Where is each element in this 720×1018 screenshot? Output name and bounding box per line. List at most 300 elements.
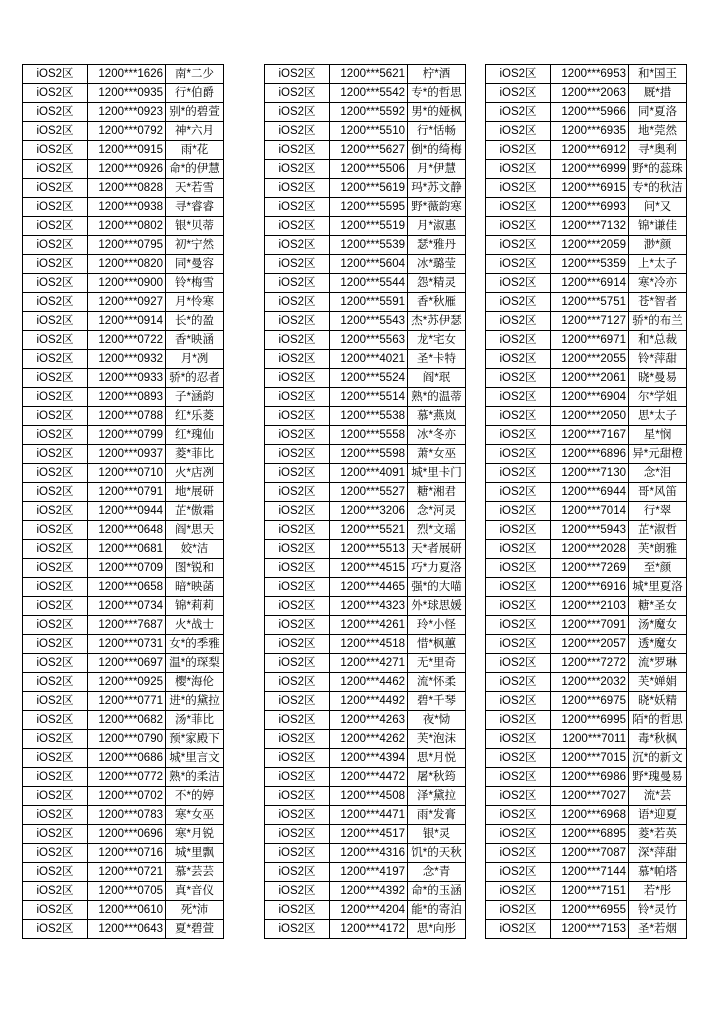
account-cell: 1200***0710 — [88, 464, 166, 483]
region-cell: iOS2区 — [265, 293, 330, 312]
account-cell: 1200***2057 — [551, 635, 629, 654]
name-cell: 寻*奥利 — [629, 141, 687, 160]
region-cell: iOS2区 — [265, 502, 330, 521]
name-cell: 阎*思天 — [166, 521, 224, 540]
table-row — [23, 768, 224, 787]
region-cell: iOS2区 — [265, 236, 330, 255]
account-cell: 1200***5619 — [330, 179, 408, 198]
table-row — [23, 559, 224, 578]
account-cell: 1200***5527 — [330, 483, 408, 502]
account-cell: 1200***5751 — [551, 293, 629, 312]
region-cell: iOS2区 — [486, 597, 551, 616]
account-cell: 1200***5521 — [330, 521, 408, 540]
name-cell: 专*的哲思 — [408, 84, 466, 103]
account-cell: 1200***0915 — [88, 141, 166, 160]
name-cell: 野*瑰曼易 — [629, 768, 687, 787]
name-cell: 天*若雪 — [166, 179, 224, 198]
table-row — [265, 350, 466, 369]
account-cell: 1200***0705 — [88, 882, 166, 901]
name-cell: 月*怜寒 — [166, 293, 224, 312]
account-cell: 1200***0927 — [88, 293, 166, 312]
region-cell: iOS2区 — [23, 768, 88, 787]
table-row — [265, 255, 466, 274]
region-cell: iOS2区 — [486, 65, 551, 84]
account-cell: 1200***0771 — [88, 692, 166, 711]
region-cell: iOS2区 — [486, 692, 551, 711]
account-cell: 1200***2061 — [551, 369, 629, 388]
region-cell: iOS2区 — [486, 920, 551, 939]
region-cell: iOS2区 — [265, 597, 330, 616]
region-cell: iOS2区 — [265, 445, 330, 464]
region-cell: iOS2区 — [486, 141, 551, 160]
name-cell: 饥*的天秋 — [408, 844, 466, 863]
account-cell: 1200***5966 — [551, 103, 629, 122]
account-cell: 1200***6944 — [551, 483, 629, 502]
region-cell: iOS2区 — [23, 160, 88, 179]
account-cell: 1200***0914 — [88, 312, 166, 331]
region-cell: iOS2区 — [486, 255, 551, 274]
region-cell: iOS2区 — [265, 920, 330, 939]
name-cell: 异*元甜橙 — [629, 445, 687, 464]
region-cell: iOS2区 — [23, 236, 88, 255]
account-cell: 1200***6999 — [551, 160, 629, 179]
name-cell: 图*锐和 — [166, 559, 224, 578]
table-row — [23, 160, 224, 179]
table-row — [265, 160, 466, 179]
table-row — [265, 749, 466, 768]
name-cell: 南*二少 — [166, 65, 224, 84]
account-cell: 1200***4021 — [330, 350, 408, 369]
table-row — [23, 426, 224, 445]
account-cell: 1200***0792 — [88, 122, 166, 141]
name-cell: 锦*谦佳 — [629, 217, 687, 236]
region-cell: iOS2区 — [23, 749, 88, 768]
region-cell: iOS2区 — [23, 540, 88, 559]
account-cell: 1200***6968 — [551, 806, 629, 825]
name-cell: 城*里飘 — [166, 844, 224, 863]
name-cell: 红*瑰仙 — [166, 426, 224, 445]
name-cell: 银*贝蒂 — [166, 217, 224, 236]
region-cell: iOS2区 — [486, 312, 551, 331]
region-cell: iOS2区 — [23, 901, 88, 920]
region-cell: iOS2区 — [486, 749, 551, 768]
account-cell: 1200***0610 — [88, 901, 166, 920]
table-row — [486, 331, 687, 350]
region-cell: iOS2区 — [486, 236, 551, 255]
name-cell: 陌*的哲思 — [629, 711, 687, 730]
account-cell: 1200***4492 — [330, 692, 408, 711]
name-cell: 行*恬畅 — [408, 122, 466, 141]
name-cell: 铃*萍甜 — [629, 350, 687, 369]
name-cell: 菱*菲比 — [166, 445, 224, 464]
account-cell: 1200***5595 — [330, 198, 408, 217]
region-cell: iOS2区 — [486, 84, 551, 103]
region-cell: iOS2区 — [265, 141, 330, 160]
region-cell: iOS2区 — [23, 597, 88, 616]
table-row — [486, 464, 687, 483]
account-cell: 1200***0791 — [88, 483, 166, 502]
account-cell: 1200***0790 — [88, 730, 166, 749]
account-cell: 1200***2055 — [551, 350, 629, 369]
account-cell: 1200***7272 — [551, 654, 629, 673]
table-row — [486, 160, 687, 179]
account-cell: 1200***0935 — [88, 84, 166, 103]
table-row — [265, 635, 466, 654]
table-row — [486, 749, 687, 768]
account-cell: 1200***0696 — [88, 825, 166, 844]
account-cell: 1200***6895 — [551, 825, 629, 844]
region-cell: iOS2区 — [265, 198, 330, 217]
account-cell: 1200***4271 — [330, 654, 408, 673]
table-row — [265, 103, 466, 122]
account-cell: 1200***4316 — [330, 844, 408, 863]
account-cell: 1200***5943 — [551, 521, 629, 540]
table-row — [265, 198, 466, 217]
table-row — [23, 331, 224, 350]
account-cell: 1200***7167 — [551, 426, 629, 445]
name-cell: 熟*的温蒂 — [408, 388, 466, 407]
account-cell: 1200***0938 — [88, 198, 166, 217]
table-row — [486, 483, 687, 502]
name-cell: 冰*冬亦 — [408, 426, 466, 445]
name-cell: 月*淑惠 — [408, 217, 466, 236]
account-cell: 1200***0658 — [88, 578, 166, 597]
account-cell: 1200***0697 — [88, 654, 166, 673]
name-cell: 晓*曼易 — [629, 369, 687, 388]
name-cell: 语*迎夏 — [629, 806, 687, 825]
winner-table-1 — [22, 64, 224, 939]
region-cell: iOS2区 — [486, 806, 551, 825]
table-row — [265, 711, 466, 730]
table-row — [23, 65, 224, 84]
account-cell: 1200***4515 — [330, 559, 408, 578]
name-cell: 圣*卡特 — [408, 350, 466, 369]
region-cell: iOS2区 — [23, 502, 88, 521]
name-cell: 流*罗琳 — [629, 654, 687, 673]
table-row — [23, 483, 224, 502]
region-cell: iOS2区 — [265, 768, 330, 787]
account-cell: 1200***6993 — [551, 198, 629, 217]
name-cell: 玛*苏文静 — [408, 179, 466, 198]
winner-table-2 — [264, 64, 466, 939]
table-row — [265, 578, 466, 597]
table-row — [486, 388, 687, 407]
table-row — [265, 445, 466, 464]
table-row — [486, 616, 687, 635]
name-cell: 哥*风笛 — [629, 483, 687, 502]
name-cell: 无*里奇 — [408, 654, 466, 673]
region-cell: iOS2区 — [486, 578, 551, 597]
table-row — [23, 901, 224, 920]
account-cell: 1200***4392 — [330, 882, 408, 901]
table-row — [23, 293, 224, 312]
account-cell: 1200***5598 — [330, 445, 408, 464]
winner-table-3 — [485, 64, 687, 939]
account-cell: 1200***4204 — [330, 901, 408, 920]
table-row — [23, 654, 224, 673]
account-cell: 1200***2063 — [551, 84, 629, 103]
name-cell: 糖*圣女 — [629, 597, 687, 616]
account-cell: 1200***7269 — [551, 559, 629, 578]
region-cell: iOS2区 — [486, 521, 551, 540]
name-cell: 苍*智者 — [629, 293, 687, 312]
region-cell: iOS2区 — [23, 711, 88, 730]
region-cell: iOS2区 — [23, 673, 88, 692]
account-cell: 1200***4197 — [330, 863, 408, 882]
region-cell: iOS2区 — [486, 654, 551, 673]
name-cell: 子*涵韵 — [166, 388, 224, 407]
account-cell: 1200***0788 — [88, 407, 166, 426]
account-cell: 1200***4465 — [330, 578, 408, 597]
name-cell: 香*映涵 — [166, 331, 224, 350]
name-cell: 野*的蕊珠 — [629, 160, 687, 179]
name-cell: 杰*苏伊瑟 — [408, 312, 466, 331]
table-row — [486, 635, 687, 654]
account-cell: 1200***4472 — [330, 768, 408, 787]
table-row — [486, 445, 687, 464]
account-cell: 1200***1626 — [88, 65, 166, 84]
region-cell: iOS2区 — [486, 369, 551, 388]
region-cell: iOS2区 — [486, 882, 551, 901]
region-cell: iOS2区 — [23, 312, 88, 331]
table-row — [23, 84, 224, 103]
account-cell: 1200***4462 — [330, 673, 408, 692]
name-cell: 慕*燕岚 — [408, 407, 466, 426]
table-row — [486, 825, 687, 844]
table-row — [265, 293, 466, 312]
account-cell: 1200***5591 — [330, 293, 408, 312]
name-cell: 巧*力夏洛 — [408, 559, 466, 578]
account-cell: 1200***4517 — [330, 825, 408, 844]
table-row — [23, 863, 224, 882]
region-cell: iOS2区 — [23, 426, 88, 445]
account-cell: 1200***6955 — [551, 901, 629, 920]
table-row — [265, 426, 466, 445]
region-cell: iOS2区 — [265, 388, 330, 407]
region-cell: iOS2区 — [486, 426, 551, 445]
account-cell: 1200***0932 — [88, 350, 166, 369]
account-cell: 1200***5514 — [330, 388, 408, 407]
account-cell: 1200***2028 — [551, 540, 629, 559]
name-cell: 行*翠 — [629, 502, 687, 521]
region-cell: iOS2区 — [23, 787, 88, 806]
name-cell: 流*怀柔 — [408, 673, 466, 692]
name-cell: 流*芸 — [629, 787, 687, 806]
table-row — [265, 521, 466, 540]
table-row — [486, 844, 687, 863]
name-cell: 寒*冷亦 — [629, 274, 687, 293]
account-cell: 1200***2103 — [551, 597, 629, 616]
name-cell: 龙*宅女 — [408, 331, 466, 350]
account-cell: 1200***6915 — [551, 179, 629, 198]
region-cell: iOS2区 — [486, 863, 551, 882]
table-row — [486, 217, 687, 236]
table-row — [486, 673, 687, 692]
region-cell: iOS2区 — [23, 578, 88, 597]
name-cell: 碧*千琴 — [408, 692, 466, 711]
account-cell: 1200***6914 — [551, 274, 629, 293]
account-cell: 1200***4394 — [330, 749, 408, 768]
name-cell: 寒*女巫 — [166, 806, 224, 825]
account-cell: 1200***2032 — [551, 673, 629, 692]
table-row — [23, 616, 224, 635]
region-cell: iOS2区 — [486, 350, 551, 369]
name-cell: 萧*女巫 — [408, 445, 466, 464]
region-cell: iOS2区 — [486, 483, 551, 502]
name-cell: 月*冽 — [166, 350, 224, 369]
region-cell: iOS2区 — [486, 293, 551, 312]
name-cell: 惜*枫蕙 — [408, 635, 466, 654]
name-cell: 红*乐菱 — [166, 407, 224, 426]
table-row — [23, 711, 224, 730]
account-cell: 1200***0944 — [88, 502, 166, 521]
region-cell: iOS2区 — [265, 635, 330, 654]
table-row — [23, 635, 224, 654]
account-cell: 1200***6975 — [551, 692, 629, 711]
name-cell: 芷*淑哲 — [629, 521, 687, 540]
region-cell: iOS2区 — [265, 787, 330, 806]
name-cell: 初*宁然 — [166, 236, 224, 255]
account-cell: 1200***0722 — [88, 331, 166, 350]
account-cell: 1200***0820 — [88, 255, 166, 274]
region-cell: iOS2区 — [23, 521, 88, 540]
name-cell: 城*里夏洛 — [629, 578, 687, 597]
account-cell: 1200***7087 — [551, 844, 629, 863]
account-cell: 1200***6995 — [551, 711, 629, 730]
region-cell: iOS2区 — [486, 160, 551, 179]
name-cell: 阎*珉 — [408, 369, 466, 388]
region-cell: iOS2区 — [265, 103, 330, 122]
region-cell: iOS2区 — [486, 559, 551, 578]
table-row — [265, 464, 466, 483]
table-row — [265, 597, 466, 616]
account-cell: 1200***5359 — [551, 255, 629, 274]
name-cell: 同*曼容 — [166, 255, 224, 274]
region-cell: iOS2区 — [23, 806, 88, 825]
name-cell: 神*六月 — [166, 122, 224, 141]
region-cell: iOS2区 — [23, 825, 88, 844]
account-cell: 1200***5592 — [330, 103, 408, 122]
table-row — [265, 84, 466, 103]
name-cell: 铃*梅雪 — [166, 274, 224, 293]
table-row — [23, 673, 224, 692]
name-cell: 暗*映菡 — [166, 578, 224, 597]
region-cell: iOS2区 — [486, 217, 551, 236]
name-cell: 同*夏洛 — [629, 103, 687, 122]
region-cell: iOS2区 — [23, 274, 88, 293]
region-cell: iOS2区 — [23, 654, 88, 673]
table-row — [486, 787, 687, 806]
table-row — [265, 312, 466, 331]
table-row — [265, 901, 466, 920]
name-cell: 天*者展研 — [408, 540, 466, 559]
name-cell: 铃*灵竹 — [629, 901, 687, 920]
name-cell: 真*音仪 — [166, 882, 224, 901]
account-cell: 1200***5538 — [330, 407, 408, 426]
name-cell: 命*的伊慧 — [166, 160, 224, 179]
name-cell: 至*颜 — [629, 559, 687, 578]
region-cell: iOS2区 — [23, 730, 88, 749]
table-row — [23, 597, 224, 616]
region-cell: iOS2区 — [265, 84, 330, 103]
name-cell: 骄*的布兰 — [629, 312, 687, 331]
region-cell: iOS2区 — [265, 122, 330, 141]
region-cell: iOS2区 — [486, 540, 551, 559]
table-row — [265, 559, 466, 578]
account-cell: 1200***6935 — [551, 122, 629, 141]
name-cell: 野*薇韵寒 — [408, 198, 466, 217]
table-row — [486, 255, 687, 274]
table-row — [486, 502, 687, 521]
table-row — [265, 616, 466, 635]
account-cell: 1200***0731 — [88, 635, 166, 654]
region-cell: iOS2区 — [265, 882, 330, 901]
region-cell: iOS2区 — [265, 711, 330, 730]
name-cell: 倒*的绮梅 — [408, 141, 466, 160]
table-row — [486, 692, 687, 711]
name-cell: 强*的大喵 — [408, 578, 466, 597]
table-row — [23, 882, 224, 901]
table-row — [486, 312, 687, 331]
account-cell: 1200***5513 — [330, 540, 408, 559]
table-row — [23, 369, 224, 388]
account-cell: 1200***5510 — [330, 122, 408, 141]
table-row — [486, 179, 687, 198]
region-cell: iOS2区 — [265, 274, 330, 293]
region-cell: iOS2区 — [486, 103, 551, 122]
name-cell: 念*泪 — [629, 464, 687, 483]
account-cell: 1200***2059 — [551, 236, 629, 255]
table-row — [486, 920, 687, 939]
account-cell: 1200***0802 — [88, 217, 166, 236]
account-cell: 1200***5542 — [330, 84, 408, 103]
account-cell: 1200***4323 — [330, 597, 408, 616]
region-cell: iOS2区 — [486, 331, 551, 350]
account-cell: 1200***6986 — [551, 768, 629, 787]
table-row — [23, 920, 224, 939]
account-cell: 1200***5524 — [330, 369, 408, 388]
table-row — [23, 141, 224, 160]
name-cell: 若*彤 — [629, 882, 687, 901]
account-cell: 1200***6904 — [551, 388, 629, 407]
account-cell: 1200***5621 — [330, 65, 408, 84]
name-cell: 瑟*雅丹 — [408, 236, 466, 255]
account-cell: 1200***0828 — [88, 179, 166, 198]
name-cell: 玲*小怪 — [408, 616, 466, 635]
region-cell: iOS2区 — [265, 521, 330, 540]
table-row — [265, 787, 466, 806]
table-row — [486, 350, 687, 369]
region-cell: iOS2区 — [486, 407, 551, 426]
region-cell: iOS2区 — [265, 806, 330, 825]
name-cell: 慕*芸芸 — [166, 863, 224, 882]
region-cell: iOS2区 — [23, 920, 88, 939]
name-cell: 屠*秋筠 — [408, 768, 466, 787]
name-cell: 火*战士 — [166, 616, 224, 635]
table-row — [486, 901, 687, 920]
table-row — [486, 578, 687, 597]
name-cell: 行*伯爵 — [166, 84, 224, 103]
account-cell: 1200***6971 — [551, 331, 629, 350]
name-cell: 怨*精灵 — [408, 274, 466, 293]
name-cell: 不*的婷 — [166, 787, 224, 806]
table-row — [486, 198, 687, 217]
region-cell: iOS2区 — [265, 483, 330, 502]
table-row — [486, 597, 687, 616]
account-cell: 1200***5519 — [330, 217, 408, 236]
account-cell: 1200***7132 — [551, 217, 629, 236]
table-row — [23, 464, 224, 483]
